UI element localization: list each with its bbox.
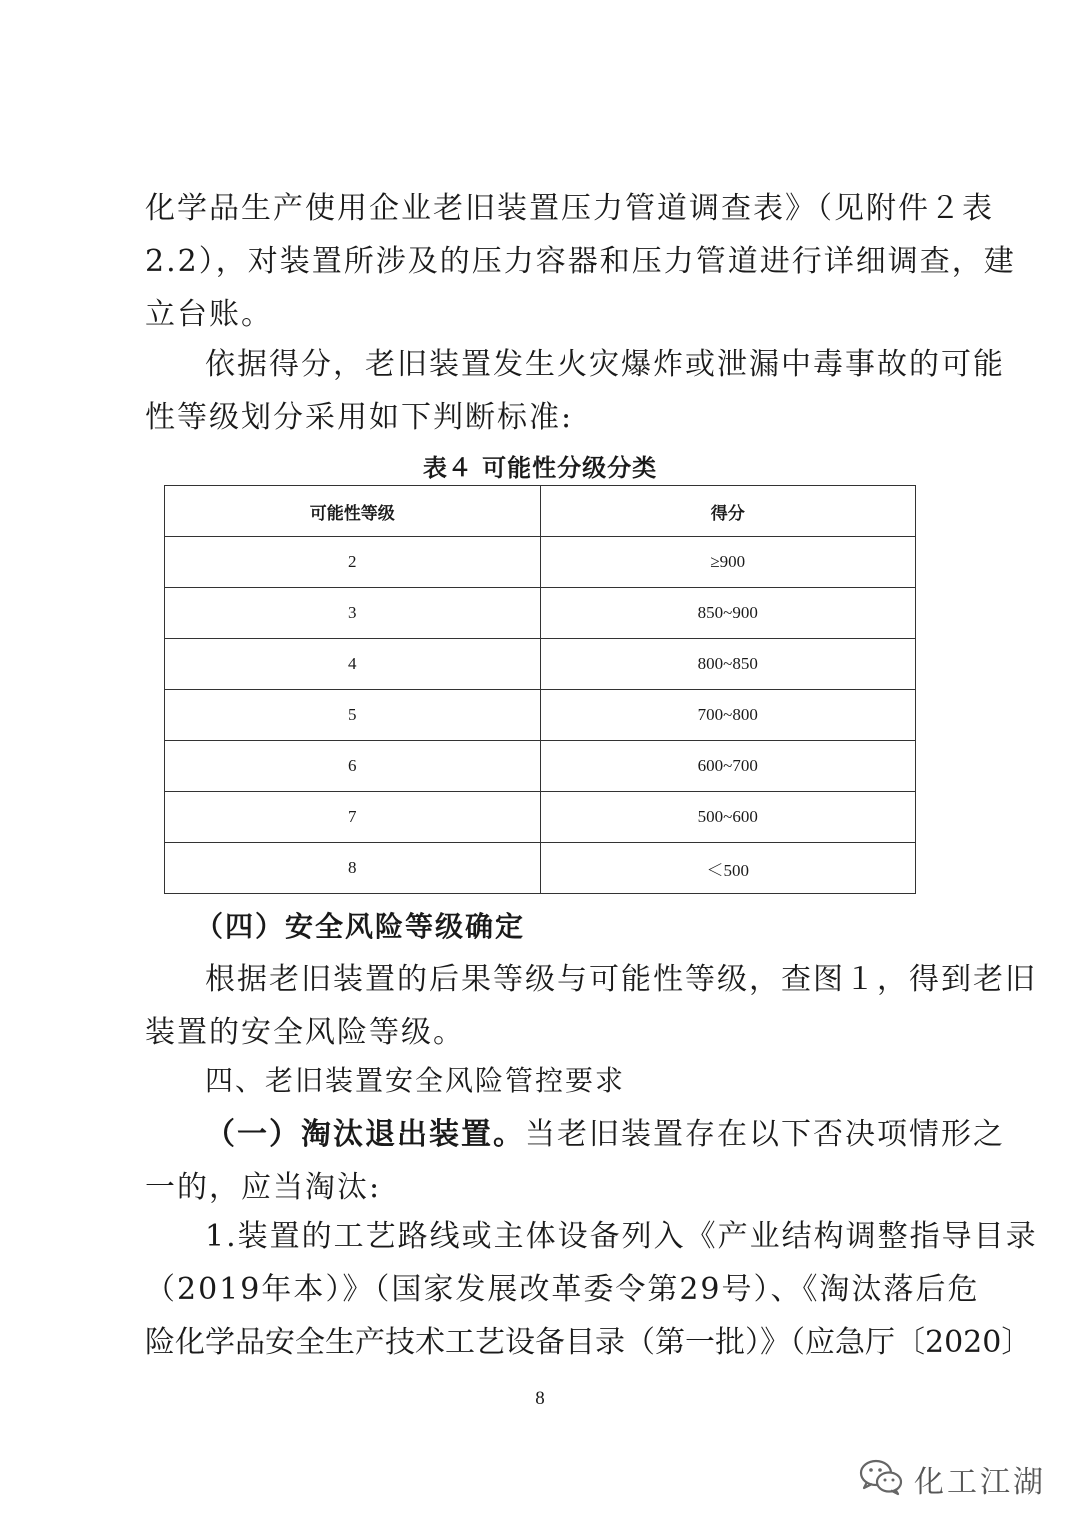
elimination-line-2: 一的，应当淘汰: [145, 1170, 382, 1205]
cell-score: 850~900 [540, 588, 916, 639]
table-row [165, 537, 916, 588]
criteria-line-2: 性等级划分采用如下判断标准: [145, 400, 574, 435]
table-row [165, 690, 916, 741]
table-row [165, 741, 916, 792]
table-row [165, 792, 916, 843]
risk-level-paragraph [145, 953, 1037, 1059]
likelihood-table [164, 485, 916, 894]
cell-level: 4 [165, 639, 541, 690]
criteria-paragraph [145, 338, 1005, 444]
intro-paragraph [145, 182, 1016, 341]
item-1-line-1: 1.装置的工艺路线或主体设备列入《产业结构调整指导目录 [205, 1219, 1038, 1254]
intro-line-3: 立台账。 [145, 297, 273, 332]
item-1-paragraph [145, 1210, 1038, 1369]
header-likelihood-level: 可能性等级 [165, 486, 541, 537]
elimination-heading: （一）淘汰退出装置。 [205, 1117, 525, 1152]
table-row [165, 843, 916, 894]
item-1-line-2: （2019年本）》（国家发展改革委令第29号）、《淘汰落后危 [145, 1272, 980, 1307]
cell-level: 7 [165, 792, 541, 843]
cell-level: 5 [165, 690, 541, 741]
elimination-paragraph [145, 1108, 1005, 1214]
wechat-icon [858, 1457, 904, 1501]
cell-score: ＜500 [540, 843, 916, 894]
watermark-text: 化工江湖 [914, 1465, 1046, 1500]
table-header-row [165, 486, 916, 537]
elimination-line-1 [145, 1108, 1005, 1161]
watermark [858, 1454, 1046, 1504]
cell-level: 6 [165, 741, 541, 792]
cell-score: ≥900 [540, 537, 916, 588]
cell-level: 3 [165, 588, 541, 639]
header-score: 得分 [540, 486, 916, 537]
table-row [165, 588, 916, 639]
item-1-line-3: 险化学品安全生产技术工艺设备目录（第一批）》（应急厅〔2020〕 [145, 1325, 1032, 1360]
table-row [165, 639, 916, 690]
intro-line-1: 化学品生产使用企业老旧装置压力管道调查表》（见附件２表 [145, 191, 994, 226]
risk-level-line-2: 装置的安全风险等级。 [145, 1015, 465, 1050]
cell-level: 2 [165, 537, 541, 588]
cell-score: 800~850 [540, 639, 916, 690]
table-caption: 表４ 可能性分级分类 [422, 454, 658, 482]
cell-score: 600~700 [540, 741, 916, 792]
chapter-heading-requirements: 四、老旧装置安全风险管控要求 [205, 1064, 626, 1097]
cell-score: 700~800 [540, 690, 916, 741]
page-number: 8 [535, 1388, 545, 1409]
risk-level-line-1: 根据老旧装置的后果等级与可能性等级，查图１，得到老旧 [205, 962, 1037, 997]
intro-line-2: 2.2），对装置所涉及的压力容器和压力管道进行详细调查，建 [145, 244, 1016, 279]
cell-score: 500~600 [540, 792, 916, 843]
elimination-line-1-text: 当老旧装置存在以下否决项情形之 [525, 1117, 1005, 1152]
criteria-line-1: 依据得分，老旧装置发生火灾爆炸或泄漏中毒事故的可能 [205, 347, 1005, 382]
section-heading-risk-level: （四）安全风险等级确定 [195, 910, 526, 943]
cell-level: 8 [165, 843, 541, 894]
